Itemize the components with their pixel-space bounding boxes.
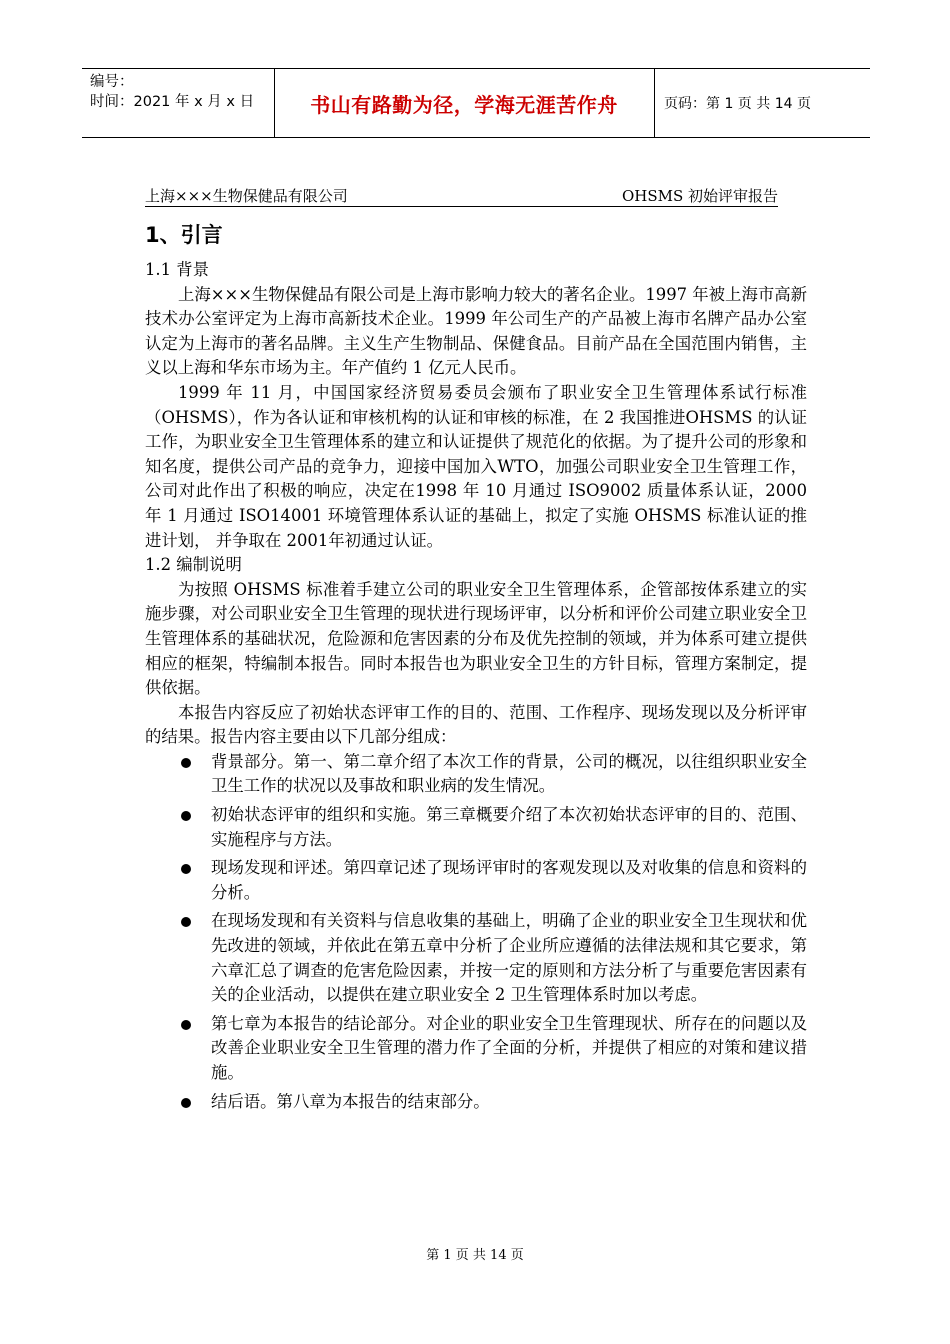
list-item-text: 第七章为本报告的结论部分。对企业的职业安全卫生管理现状、所存在的问题以及改善企业职业安全卫生管理的潜力作了全面的分析，并提供了相应的对策和建议措施。 — [211, 1013, 807, 1082]
list-item-text: 背景部分。第一、第二章介绍了本次工作的背景，公司的概况，以往组织职业安全卫生工作的状况以及事故和职业病的发生情况。 — [211, 751, 807, 796]
section-title: 1.2 编制说明 — [145, 555, 242, 575]
list-item — [145, 1012, 807, 1086]
bullet-icon — [181, 758, 191, 768]
time-label: 时间：2021 年 x 月 x 日 — [90, 94, 255, 110]
number-label: 编号： — [90, 74, 134, 90]
list-item — [145, 750, 807, 799]
bullet-icon — [181, 917, 191, 927]
report-title: OHSMS 初始评审报告 — [621, 187, 778, 205]
list-item — [145, 856, 807, 905]
list-item-text: 现场发现和评述。第四章记述了现场评审时的客观发现以及对收集的信息和资料的分析。 — [211, 858, 807, 902]
paragraph: 本报告内容反应了初始状态评审工作的目的、范围、工作程序、现场发现以及分析评审的结果。报告内容主要由以下几部分组成： — [145, 702, 807, 747]
page-code: 页码：第 1 页 共 14 页 — [664, 96, 811, 112]
bullet-icon — [181, 864, 191, 874]
header-divider — [654, 69, 655, 137]
document-header-table — [82, 68, 870, 138]
bullet-icon — [181, 1098, 191, 1108]
company-name: 上海×××生物保健品有限公司 — [145, 187, 348, 205]
list-item — [145, 909, 807, 1007]
paragraph: 1999 年 11 月，中国国家经济贸易委员会颁布了职业安全卫生管理体系试行标准（OHSMS），作为各认证和审核机构的认证和审核的标准，在 2 我国推进OHSMS 的认证工作，为职业安全卫生管理体系的建立和认证提供了规范化的依据。为了提升公司的形象和知名度，提供公司产品的竞争力，迎接中国加入WTO，加强公司职业安全卫生管理工作，公司对此作出了积极的响应，决定在1998 年 10 月通过 ISO9002 质量体系认证，2000 年 1 月通过 ISO14001 环境管理体系认证的基础上，拟定了实施 OHSMS 标准认证的推进计划， 并争取在 2001年初通过认证。 — [145, 382, 807, 550]
bullet-list — [145, 750, 807, 1114]
list-item-text: 在现场发现和有关资料与信息收集的基础上，明确了企业的职业安全卫生现状和优先改进的领域，并依此在第五章中分析了企业所应遵循的法律法规和其它要求，第六章汇总了调查的危害危险因素，并按一定的原则和方法分析了与重要危害因素有关的企业活动，以提供在建立职业安全 2 卫生管理体系时加以考虑。 — [211, 911, 807, 1005]
paragraph: 为按照 OHSMS 标准着手建立公司的职业安全卫生管理体系，企管部按体系建立的实施步骤，对公司职业安全卫生管理的现状进行现场评审，以分析和评价公司建立职业安全卫生管理体系的基础状况，危险源和危害因素的分布及优先控制的领域，并为体系可建立提供相应的框架，特编制本报告。同时本报告也为职业安全卫生的方针目标，管理方案制定，提供依据。 — [145, 579, 807, 698]
list-item-text: 结后语。第八章为本报告的结束部分。 — [211, 1091, 490, 1111]
running-header — [145, 186, 778, 207]
chapter-heading: 1、引言 — [145, 223, 223, 247]
motto: 书山有路勤为径，学海无涯苦作舟 — [310, 92, 618, 117]
paragraph: 上海×××生物保健品有限公司是上海市影响力较大的著名企业。1997 年被上海市高新技术办公室评定为上海市高新技术企业。1999 年公司生产的产品被上海市名牌产品办公室认定为上海市的著名品牌。主义生产生物制品、保健食品。目前产品在全国范围内销售，主义以上海和华东市场为主。年产值约 1 亿元人民币。 — [145, 284, 808, 378]
section-title: 1.1 背景 — [145, 260, 210, 279]
bullet-icon — [181, 811, 191, 821]
list-item — [145, 1090, 807, 1115]
document-body — [145, 258, 807, 1118]
page-code-cell — [656, 69, 870, 137]
header-meta-cell — [82, 69, 274, 137]
bullet-icon — [181, 1020, 191, 1030]
list-item-text: 初始状态评审的组织和实施。第三章概要介绍了本次初始状态评审的目的、范围、实施程序与方法。 — [211, 805, 807, 849]
list-item — [145, 803, 807, 852]
page-footer: 第 1 页 共 14 页 — [426, 1248, 524, 1263]
